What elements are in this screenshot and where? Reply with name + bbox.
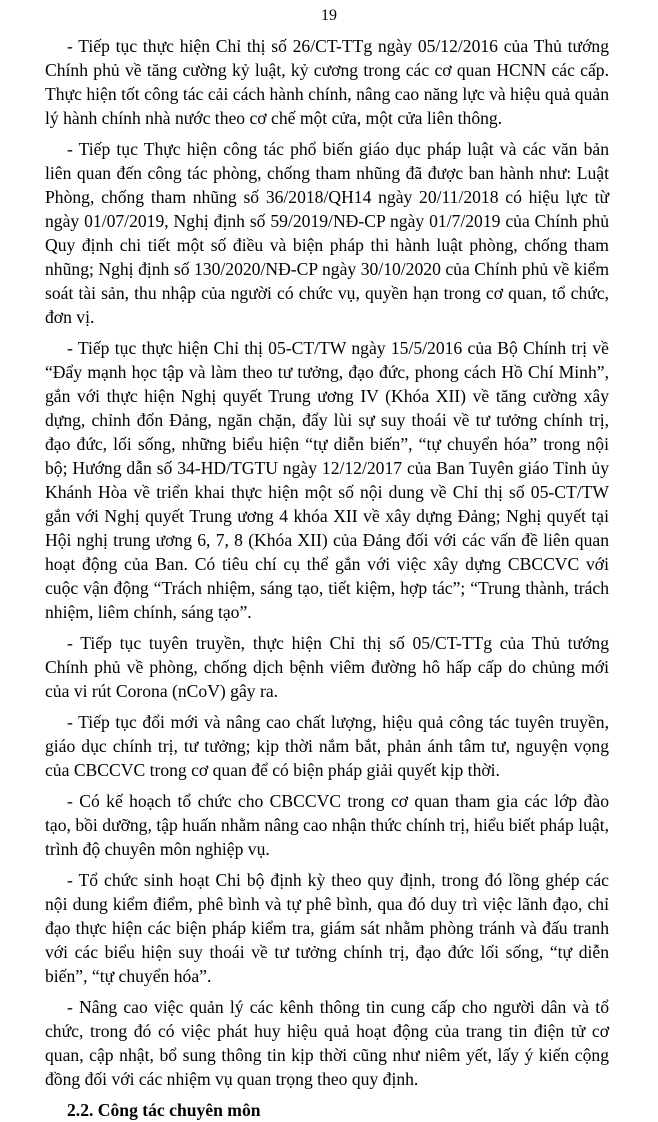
paragraph-corona-prevention: - Tiếp tục tuyên truyền, thực hiện Chỉ thị số 05/CT-TTg của Thủ tướng Chính phủ về phòng, chống dịch bệnh viêm đường hô hấp cấp do chủng mới của vi rút Corona (nCoV) gây ra. <box>45 633 609 701</box>
paragraph-directive-26: - Tiếp tục thực hiện Chỉ thị số 26/CT-TTg ngày 05/12/2016 của Thủ tướng Chính phủ về tăng cường kỷ luật, kỷ cương trong các cơ quan HCNN các cấp. Thực hiện tốt công tác cải cách hành chính, nâng cao năng lực và hiệu quả quản lý hành chính nhà nước theo cơ chế một cửa, một cửa liên thông. <box>45 36 609 128</box>
paragraph-training-plan: - Có kế hoạch tổ chức cho CBCCVC trong cơ quan tham gia các lớp đào tạo, bồi dưỡng, tập huấn nhằm nâng cao nhận thức chính trị, hiểu biết pháp luật, trình độ chuyên môn nghiệp vụ. <box>45 791 609 859</box>
paragraph-information-channels: - Nâng cao việc quản lý các kênh thông tin cung cấp cho người dân và tổ chức, trong đó có việc phát huy hiệu quả hoạt động của trang tin điện tử cơ quan, cập nhật, bổ sung thông tin kịp thời cũng như niêm yết, lấy ý kiến cộng đồng đối với các nhiệm vụ quan trọng theo quy định. <box>45 997 609 1089</box>
paragraph-party-cell-meetings: - Tổ chức sinh hoạt Chi bộ định kỳ theo quy định, trong đó lồng ghép các nội dung kiểm điểm, phê bình và tự phê bình, qua đó duy trì việc lãnh đạo, chỉ đạo thực hiện các biện pháp kiểm tra, giám sát nhằm phòng tránh và đấu tranh với các biểu hiện suy thoái về tư tưởng chính trị, đạo đức lối sống, “tự diễn biến”, “tự chuyển hóa”. <box>45 870 609 986</box>
section-heading: 2.2. Công tác chuyên môn <box>67 1100 261 1120</box>
paragraph-directive-05-ct-tw: - Tiếp tục thực hiện Chỉ thị 05-CT/TW ngày 15/5/2016 của Bộ Chính trị về “Đẩy mạnh học tập và làm theo tư tưởng, đạo đức, phong cách Hồ Chí Minh”, gắn với thực hiện Nghị quyết Trung ương IV (Khóa XII) về tăng cường xây dựng, chỉnh đốn Đảng, ngăn chặn, đẩy lùi sự suy thoái về tư tưởng chính trị, đạo đức, lối sống, những biểu hiện “tự diễn biến”, “tự chuyển hóa” trong nội bộ; Hướng dẫn số 34-HD/TGTU ngày 12/12/2017 của Ban Tuyên giáo Tỉnh ủy Khánh Hòa về triển khai thực hiện một số nội dung về Chỉ thị số 05-CT/TW gắn với Nghị quyết Trung ương 4 khóa XII về xây dựng Đảng; Nghị quyết tại Hội nghị trung ương 6, 7, 8 (Khóa XII) của Đảng đối với các vấn đề liên quan hoạt động của Ban. Có tiêu chí cụ thể gắn với việc xây dựng CBCCVC với cuộc vận động “Trách nhiệm, sáng tạo, tiết kiệm, hợp tác”; “Trung thành, trách nhiệm, liêm chính, sáng tạo”. <box>45 338 609 622</box>
document-body <box>45 34 609 1122</box>
paragraph-anti-corruption-law: - Tiếp tục Thực hiện công tác phổ biến giáo dục pháp luật và các văn bản liên quan đến công tác phòng, chống tham nhũng đã được ban hành như: Luật Phòng, chống tham nhũng số 36/2018/QH14 ngày 20/11/2018 có hiệu lực từ ngày 01/07/2019, Nghị định số 59/2019/NĐ-CP ngày 01/7/2019 của Chính phủ Quy định chi tiết một số điều và biện pháp thi hành luật phòng, chống tham nhũng; Nghị định số 130/2020/NĐ-CP ngày 30/10/2020 của Chính phủ về kiểm soát tài sản, thu nhập của người có chức vụ, quyền hạn trong cơ quan, tổ chức, đơn vị. <box>45 139 609 327</box>
paragraph-political-education: - Tiếp tục đổi mới và nâng cao chất lượng, hiệu quả công tác tuyên truyền, giáo dục chính trị, tư tưởng; kịp thời nắm bắt, phản ánh tâm tư, nguyện vọng của CBCCVC trong cơ quan để có biện pháp giải quyết kịp thời. <box>45 712 609 780</box>
page-number: 19 <box>321 7 337 24</box>
